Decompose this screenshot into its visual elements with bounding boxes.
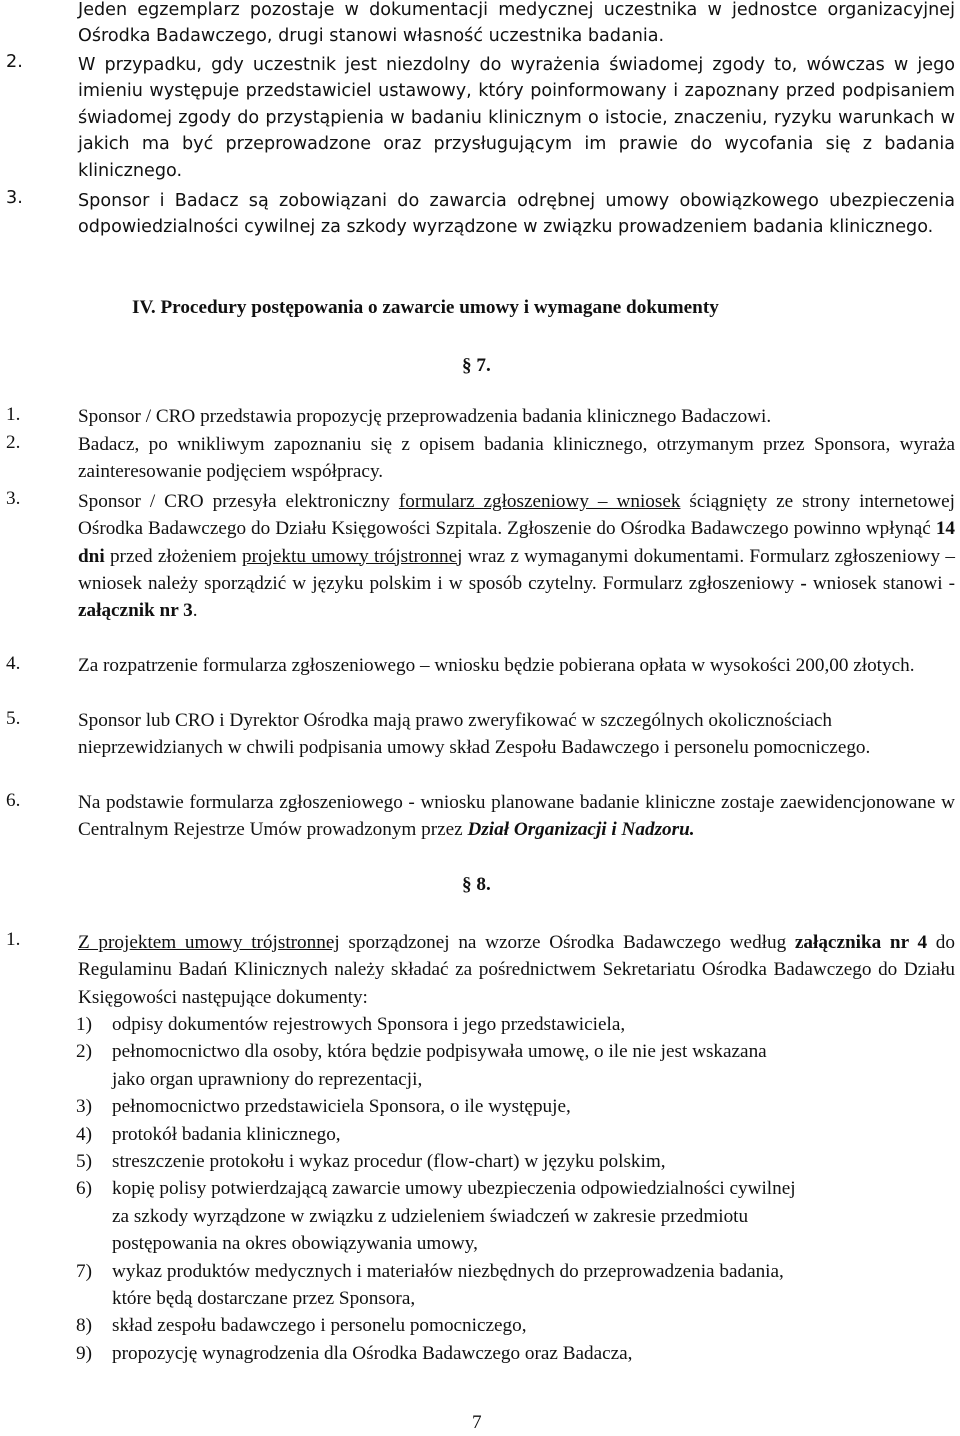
list-item-text: kopię polisy potwierdzającą zawarcie umowy ubezpieczenia odpowiedzialności cywilnej xyxy=(112,1178,796,1200)
list-item-text: streszczenie protokołu i wykaz procedur (flow-chart) w języku polskim, xyxy=(112,1151,666,1173)
list-item xyxy=(76,1093,956,1120)
list-item-number: 5) xyxy=(76,1151,92,1173)
list-item-continuation: postępowania na okres obowiązywania umowy, xyxy=(112,1233,478,1255)
paragraph-verification xyxy=(78,708,955,761)
text-run: ściągnięty ze strony internetowej Ośrodka Badawczego do Działu Księgowości Szpitala. Zgłoszenie do Ośrodka Badawczego powinno wpłynąć xyxy=(78,491,955,540)
text-run: Na podstawie formularza zgłoszeniowego - wniosku planowane badanie kliniczne zostaje zaewidencjonowane w Centralnym Rejestrze Umów prowadzonym przez xyxy=(78,792,955,840)
paragraph-text: Sponsor / CRO przedstawia propozycję przeprowadzenia badania klinicznego Badaczowi. xyxy=(78,406,772,427)
list-item xyxy=(76,1258,956,1285)
paragraph-text: Sponsor i Badacz są zobowiązani do zawarcia odrębnej umowy obowiązkowego ubezpieczenia odpowiedzialności cywilnej za szkody wyrządzone w związku prowadzeniem badania klinicznego. xyxy=(78,191,955,238)
paragraph-insurance xyxy=(78,188,955,241)
paragraph-registration xyxy=(78,790,955,843)
text-run: Sponsor / CRO przesyła elektroniczny xyxy=(78,491,399,512)
paragraph-contract-documents xyxy=(78,929,955,1011)
section-heading: IV. Procedury postępowania o zawarcie umowy i wymagane dokumenty xyxy=(132,297,719,318)
list-item-number: 3) xyxy=(76,1096,92,1118)
paragraph-sign-7: § 7. xyxy=(462,355,491,376)
list-item-number: 7) xyxy=(76,1260,92,1282)
list-item-text: protokół badania klinicznego, xyxy=(112,1123,341,1145)
item-number: 5. xyxy=(6,708,21,729)
item-number: 3. xyxy=(6,488,21,509)
document-list xyxy=(76,1011,956,1367)
item-number: 1. xyxy=(6,404,21,425)
paragraph-investigator-interest xyxy=(78,432,955,485)
list-item-number: 9) xyxy=(76,1342,92,1364)
list-item xyxy=(76,1011,956,1038)
item-number: 4. xyxy=(6,653,21,674)
text-run: . xyxy=(192,600,198,622)
list-item xyxy=(76,1340,956,1367)
list-item-text: wykaz produktów medycznych i materiałów niezbędnych do przeprowadzenia badania, xyxy=(112,1260,784,1282)
contract-draft-text: Z projektem umowy trójstronnej xyxy=(78,932,340,953)
list-item-number: 8) xyxy=(76,1315,92,1337)
attachment-ref: załącznika nr 4 xyxy=(794,932,928,953)
list-item-text: pełnomocnictwo dla osoby, która będzie podpisywała umowę, o ile nie jest wskazana xyxy=(112,1041,767,1063)
paragraph-application-form xyxy=(78,488,955,624)
department-name: Dział Organizacji i Nadzoru. xyxy=(467,818,695,840)
dash: - xyxy=(800,572,807,594)
list-item-text: skład zespołu badawczego i personelu pomocniczego, xyxy=(112,1315,527,1337)
list-item xyxy=(76,1038,956,1065)
item-number: 1. xyxy=(6,929,21,950)
list-item xyxy=(76,1312,956,1339)
paragraph-text: W przypadku, gdy uczestnik jest niezdolny do wyrażenia świadomej zgody to, wówczas w jego imieniu występuje przedstawiciel ustawowy, który poinformowany i zapoznany przed podpisaniem świadomej zgody do przystąpienia w badaniu klinicznym o istocie, znaczeniu, ryzyku warunkach w jakich ma być przeprowadzone oraz przysługującym im prawie do wycofania się z badania klinicznego. xyxy=(78,55,955,181)
item-number: 2. xyxy=(6,52,23,72)
paragraph-proposal xyxy=(78,404,955,431)
paragraph-legal-representative xyxy=(78,52,955,184)
paragraph-text: Badacz, po wnikliwym zapoznaniu się z opisem badania klinicznego, otrzymanym przez Sponsora, wyraża zainteresowanie podjęciem współpracy. xyxy=(78,434,955,482)
text-run: przed złożeniem xyxy=(104,545,242,567)
list-item-text: pełnomocnictwo przedstawiciela Sponsora, o ile występuje, xyxy=(112,1096,571,1118)
text-run: sporządzonej na wzorze Ośrodka Badawczego według xyxy=(339,932,795,953)
list-item-text: propozycję wynagrodzenia dla Ośrodka Badawczego oraz Badacza, xyxy=(112,1342,633,1364)
list-item xyxy=(76,1175,956,1202)
list-item-continuation: jako organ uprawniony do reprezentacji, xyxy=(112,1068,423,1090)
paragraph-text: Jeden egzemplarz pozostaje w dokumentacji medycznej uczestnika w jednostce organizacyjnej Ośrodka Badawczego, drugi stanowi własność uczestnika badania. xyxy=(78,0,955,47)
paragraph-text: Za rozpatrzenie formularza zgłoszeniowego – wniosku będzie pobierana opłata w wysokości 200,00 złotych. xyxy=(78,655,915,676)
list-item-continuation: za szkody wyrządzone w związku z udzieleniem świadczeń w zakresie przedmiotu xyxy=(112,1205,749,1227)
list-item-number: 2) xyxy=(76,1041,92,1063)
list-item xyxy=(76,1121,956,1148)
list-item-number: 1) xyxy=(76,1014,92,1035)
item-number: 3. xyxy=(6,188,23,208)
list-item-text: odpisy dokumentów rejestrowych Sponsora i jego przedstawiciela, xyxy=(112,1014,626,1035)
paragraph-sign-8: § 8. xyxy=(462,874,491,895)
paragraph-text: Sponsor lub CRO i Dyrektor Ośrodka mają prawo zweryfikować w szczególnych okolicznościach nieprzewidzianych w chwili podpisania umowy skład Zespołu Badawczego i personelu pomocniczego. xyxy=(78,710,871,758)
paragraph-fee xyxy=(78,653,955,680)
attachment-ref: załącznik nr 3 xyxy=(78,600,193,622)
page-number: 7 xyxy=(472,1412,482,1433)
deadline-days: 14 dni xyxy=(78,518,955,567)
list-item-continuation: które będą dostarczane przez Sponsora, xyxy=(112,1288,416,1310)
text-run: wraz z wymaganymi dokumentami. Formularz zgłoszeniowy – wniosek należy sporządzić w języku polskim i w sposób czytelny. Formularz zgłoszeniowy xyxy=(78,545,956,594)
list-item-number: 4) xyxy=(76,1123,92,1145)
paragraph-consent-copy xyxy=(78,0,955,50)
text-run: do Regulaminu Badań Klinicznych należy składać za pośrednictwem Sekretariatu Ośrodka Badawczego do Działu Księgowości następujące dokumenty: xyxy=(78,932,955,1008)
list-item-number: 6) xyxy=(76,1178,92,1200)
item-number: 6. xyxy=(6,790,21,811)
list-item xyxy=(76,1148,956,1175)
contract-draft-text: projektu umowy trójstronnej xyxy=(241,545,463,567)
item-number: 2. xyxy=(6,432,21,453)
text-run: wniosek stanowi - xyxy=(806,572,956,594)
form-link-text: formularz zgłoszeniowy – wniosek xyxy=(398,491,681,512)
